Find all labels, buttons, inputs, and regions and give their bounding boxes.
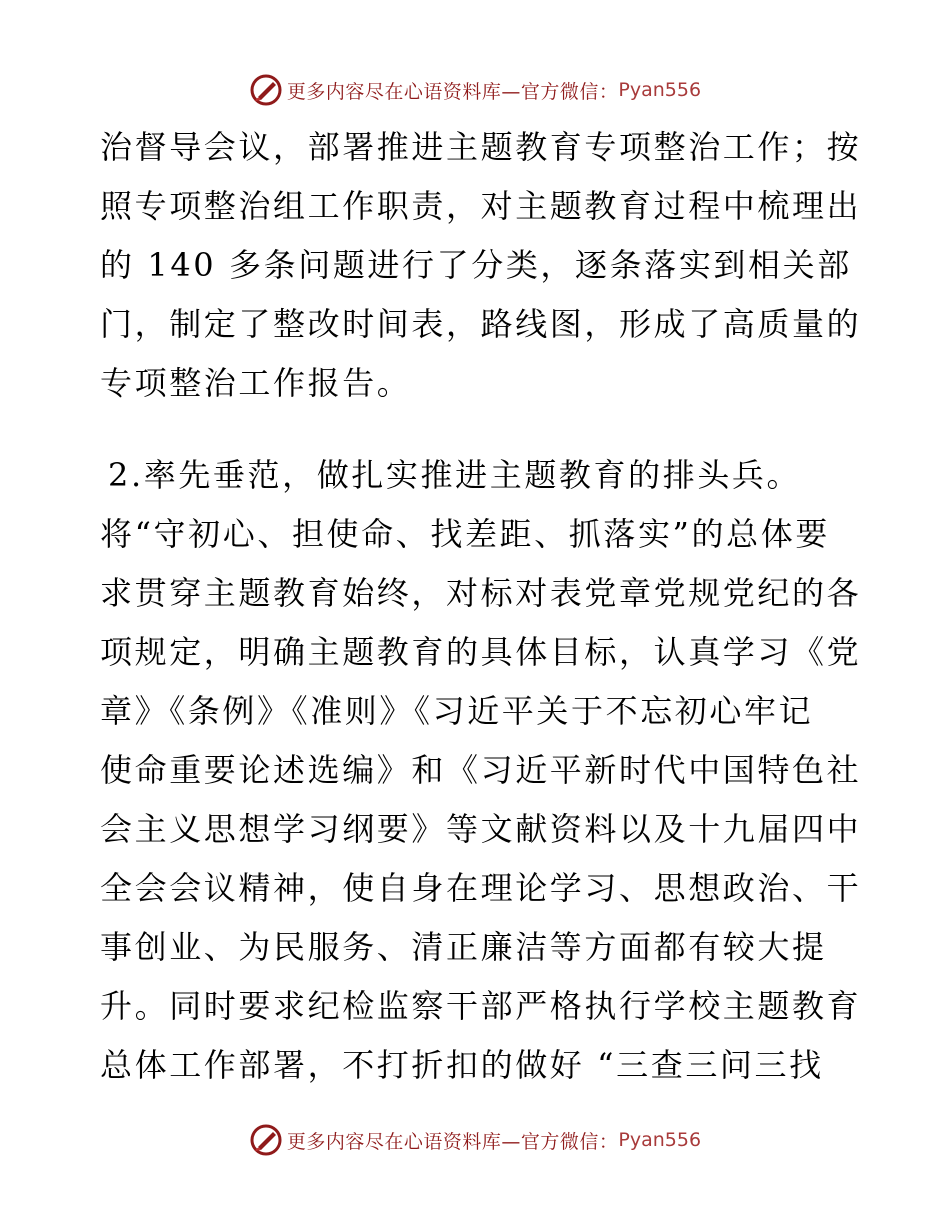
text-line: 使命重要论述选编》和《习近平新时代中国特色社 — [100, 751, 862, 789]
text-line: 治督导会议，部署推进主题教育专项整治工作；按 — [100, 128, 862, 166]
text-line: 专项整治工作报告。 — [100, 364, 412, 402]
brush-logo-icon — [249, 1123, 283, 1157]
text-line: 照专项整治组工作职责，对主题教育过程中梳理出 — [100, 187, 862, 225]
text-line: 总体工作部署，不打折扣的做好 “三查三问三找 — [100, 1046, 824, 1084]
footer-watermark — [0, 1120, 950, 1160]
watermark-handle: Pyan556 — [618, 1129, 702, 1151]
watermark-text: 更多内容尽在心语资料库—官方微信： — [286, 80, 619, 103]
text-line: 事创业、为民服务、清正廉洁等方面都有较大提 — [100, 928, 827, 966]
brush-logo-icon — [249, 73, 283, 107]
text-line: 门，制定了整改时间表，路线图，形成了高质量的 — [100, 305, 862, 343]
text-line: 全会会议精神，使自身在理论学习、思想政治、干 — [100, 869, 862, 907]
header-watermark — [0, 70, 950, 110]
text-line: 的 140 多条问题进行了分类，逐条落实到相关部 — [100, 246, 852, 284]
text-line: 求贯穿主题教育始终，对标对表党章党规党纪的各 — [100, 574, 862, 612]
text-line: 将“守初心、担使命、找差距、抓落实”的总体要 — [100, 515, 830, 553]
text-line: 章》《条例》《准则》《习近平关于不忘初心牢记 — [100, 692, 814, 730]
paragraph-1 — [100, 118, 862, 413]
watermark-handle: Pyan556 — [618, 79, 702, 101]
text-line: 升。同时要求纪检监察干部严格执行学校主题教育 — [100, 987, 862, 1025]
watermark-text: 更多内容尽在心语资料库—官方微信： — [286, 1130, 619, 1153]
item-heading: 2.率先垂范，做扎实推进主题教育的排头兵。 — [108, 456, 802, 494]
document-body — [100, 118, 862, 1095]
paragraph-2 — [100, 505, 862, 1095]
text-line: 项规定，明确主题教育的具体目标，认真学习《党 — [100, 633, 862, 671]
text-line: 会主义思想学习纲要》等文献资料以及十九届四中 — [100, 810, 862, 848]
